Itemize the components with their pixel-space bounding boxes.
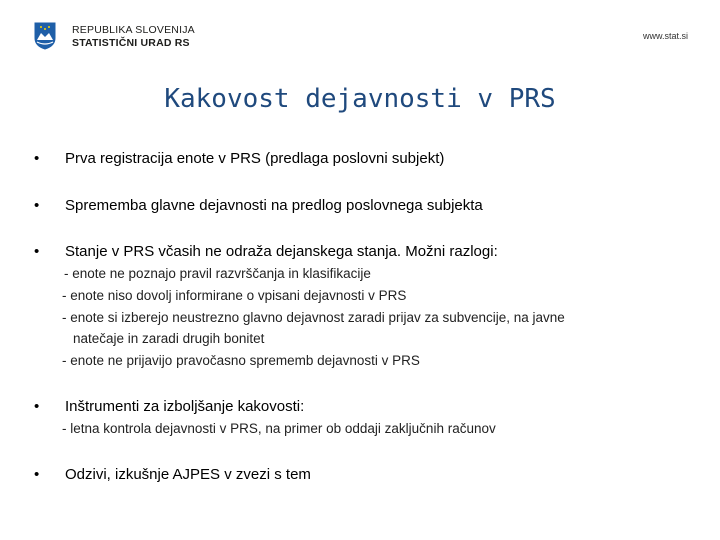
org-line-2: STATISTIČNI URAD RS xyxy=(72,37,190,49)
coat-of-arms-icon xyxy=(34,22,56,50)
bullet-text: Inštrumenti za izboljšanje kakovosti: xyxy=(65,398,305,415)
bullet-marker: • xyxy=(34,466,40,483)
sub-item-continuation: natečaje in zaradi drugih bonitet xyxy=(73,331,265,346)
website-link[interactable]: www.stat.si xyxy=(642,31,688,41)
sub-item: - enote niso dovolj informirane o vpisani dejavnosti v PRS xyxy=(62,288,407,303)
bullet-marker: • xyxy=(34,197,40,214)
bullet-marker: • xyxy=(34,398,40,415)
org-line-1: REPUBLIKA SLOVENIJA xyxy=(72,24,195,36)
bullet-marker: • xyxy=(34,150,40,167)
bullet-marker: • xyxy=(34,243,40,260)
bullet-text: Stanje v PRS včasih ne odraža dejanskega stanja. Možni razlogi: xyxy=(65,243,498,260)
bullet-text: Odzivi, izkušnje AJPES v zvezi s tem xyxy=(65,466,311,483)
sub-item: - enote ne poznajo pravil razvrščanja in klasifikacije xyxy=(64,266,371,281)
bullet-text: Prva registracija enote v PRS (predlaga poslovni subjekt) xyxy=(65,150,445,167)
bullet-text: Sprememba glavne dejavnosti na predlog poslovnega subjekta xyxy=(65,197,483,214)
slide-title: Kakovost dejavnosti v PRS xyxy=(164,84,556,114)
organization-name xyxy=(72,24,195,50)
sub-item: - enote si izberejo neustrezno glavno dejavnost zaradi prijav za subvencije, na javne xyxy=(62,310,565,325)
sub-item: - enote ne prijavijo pravočasno sprememb dejavnosti v PRS xyxy=(62,353,420,368)
sub-item: - letna kontrola dejavnosti v PRS, na primer ob oddaji zaključnih računov xyxy=(62,421,496,436)
